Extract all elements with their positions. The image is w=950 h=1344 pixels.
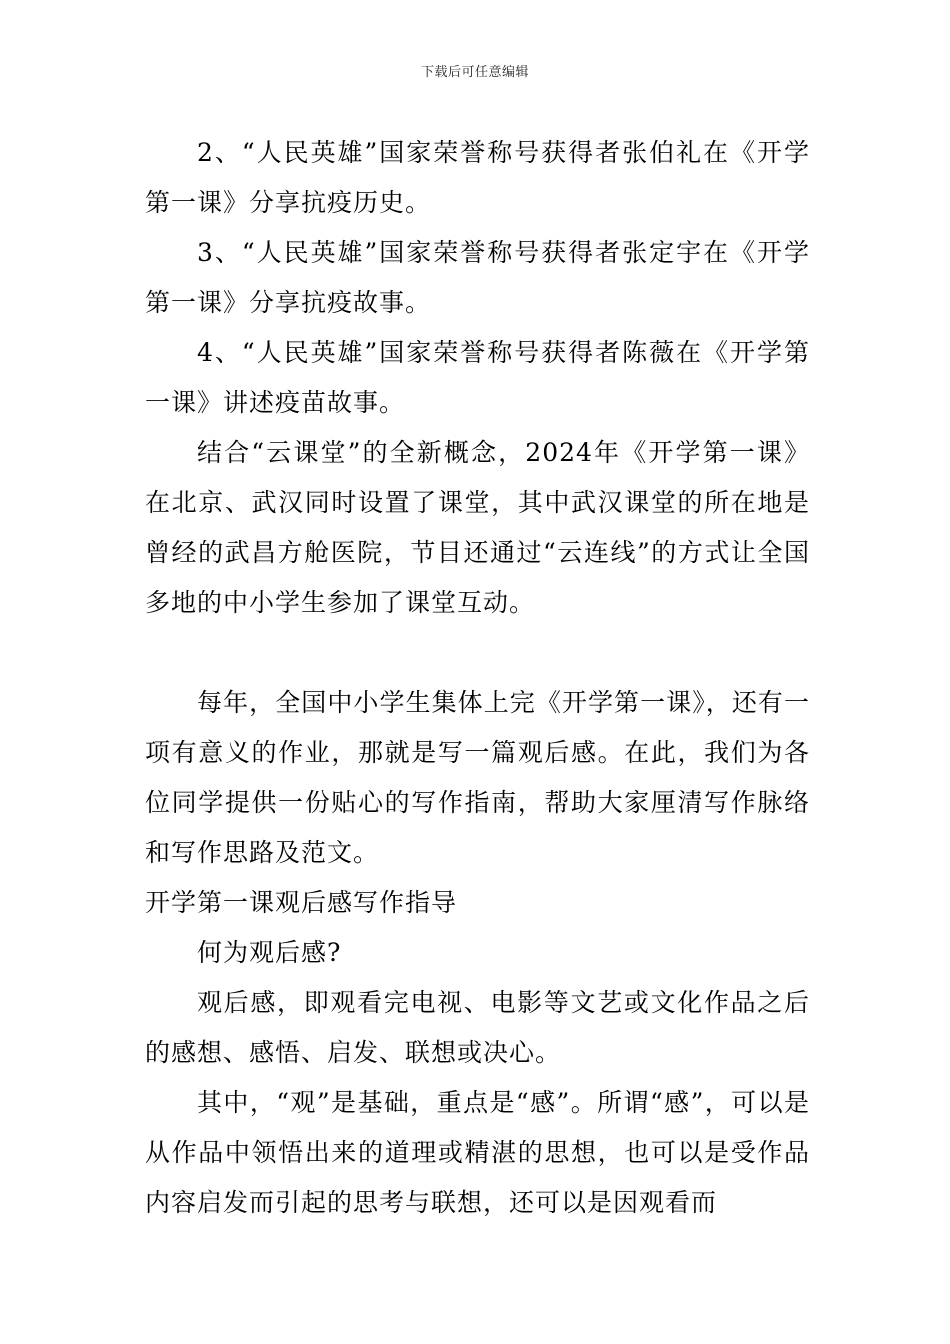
document-body — [145, 128, 810, 1228]
paragraph-homework-intro: 每年，全国中小学生集体上完《开学第一课》，还有一项有意义的作业，那就是写一篇观后感。在此，我们为各位同学提供一份贴心的写作指南，帮助大家厘清写作脉络和写作思路及范文。 — [145, 688, 810, 867]
paragraph-item-3: 3、“人民英雄”国家荣誉称号获得者张定宇在《开学第一课》分享抗疫故事。 — [145, 238, 810, 317]
paragraph-item-4: 4、“人民英雄”国家荣誉称号获得者陈薇在《开学第一课》讲述疫苗故事。 — [145, 338, 810, 417]
paragraph-definition: 观后感，即观看完电视、电影等文艺或文化作品之后的感想、感悟、启发、联想或决心。 — [145, 988, 810, 1067]
paragraph-explanation: 其中，“观”是基础，重点是“感”。所谓“感”，可以是从作品中领悟出来的道理或精湛的思想，也可以是受作品内容启发而引起的思考与联想，还可以是因观看而 — [145, 1088, 810, 1217]
paragraph-item-2: 2、“人民英雄”国家荣誉称号获得者张伯礼在《开学第一课》分享抗疫历史。 — [145, 138, 810, 217]
paragraph-spacer — [145, 628, 810, 678]
section-heading: 开学第一课观后感写作指导 — [145, 888, 458, 917]
page-header: 下载后可任意编辑 — [420, 65, 529, 80]
subheading-question: 何为观后感? — [197, 938, 342, 967]
paragraph-cloud-classroom: 结合“云课堂”的全新概念，2024年《开学第一课》在北京、武汉同时设置了课堂，其中武汉课堂的所在地是曾经的武昌方舱医院，节目还通过“云连线”的方式让全国多地的中小学生参加了课堂互动。 — [145, 438, 810, 617]
